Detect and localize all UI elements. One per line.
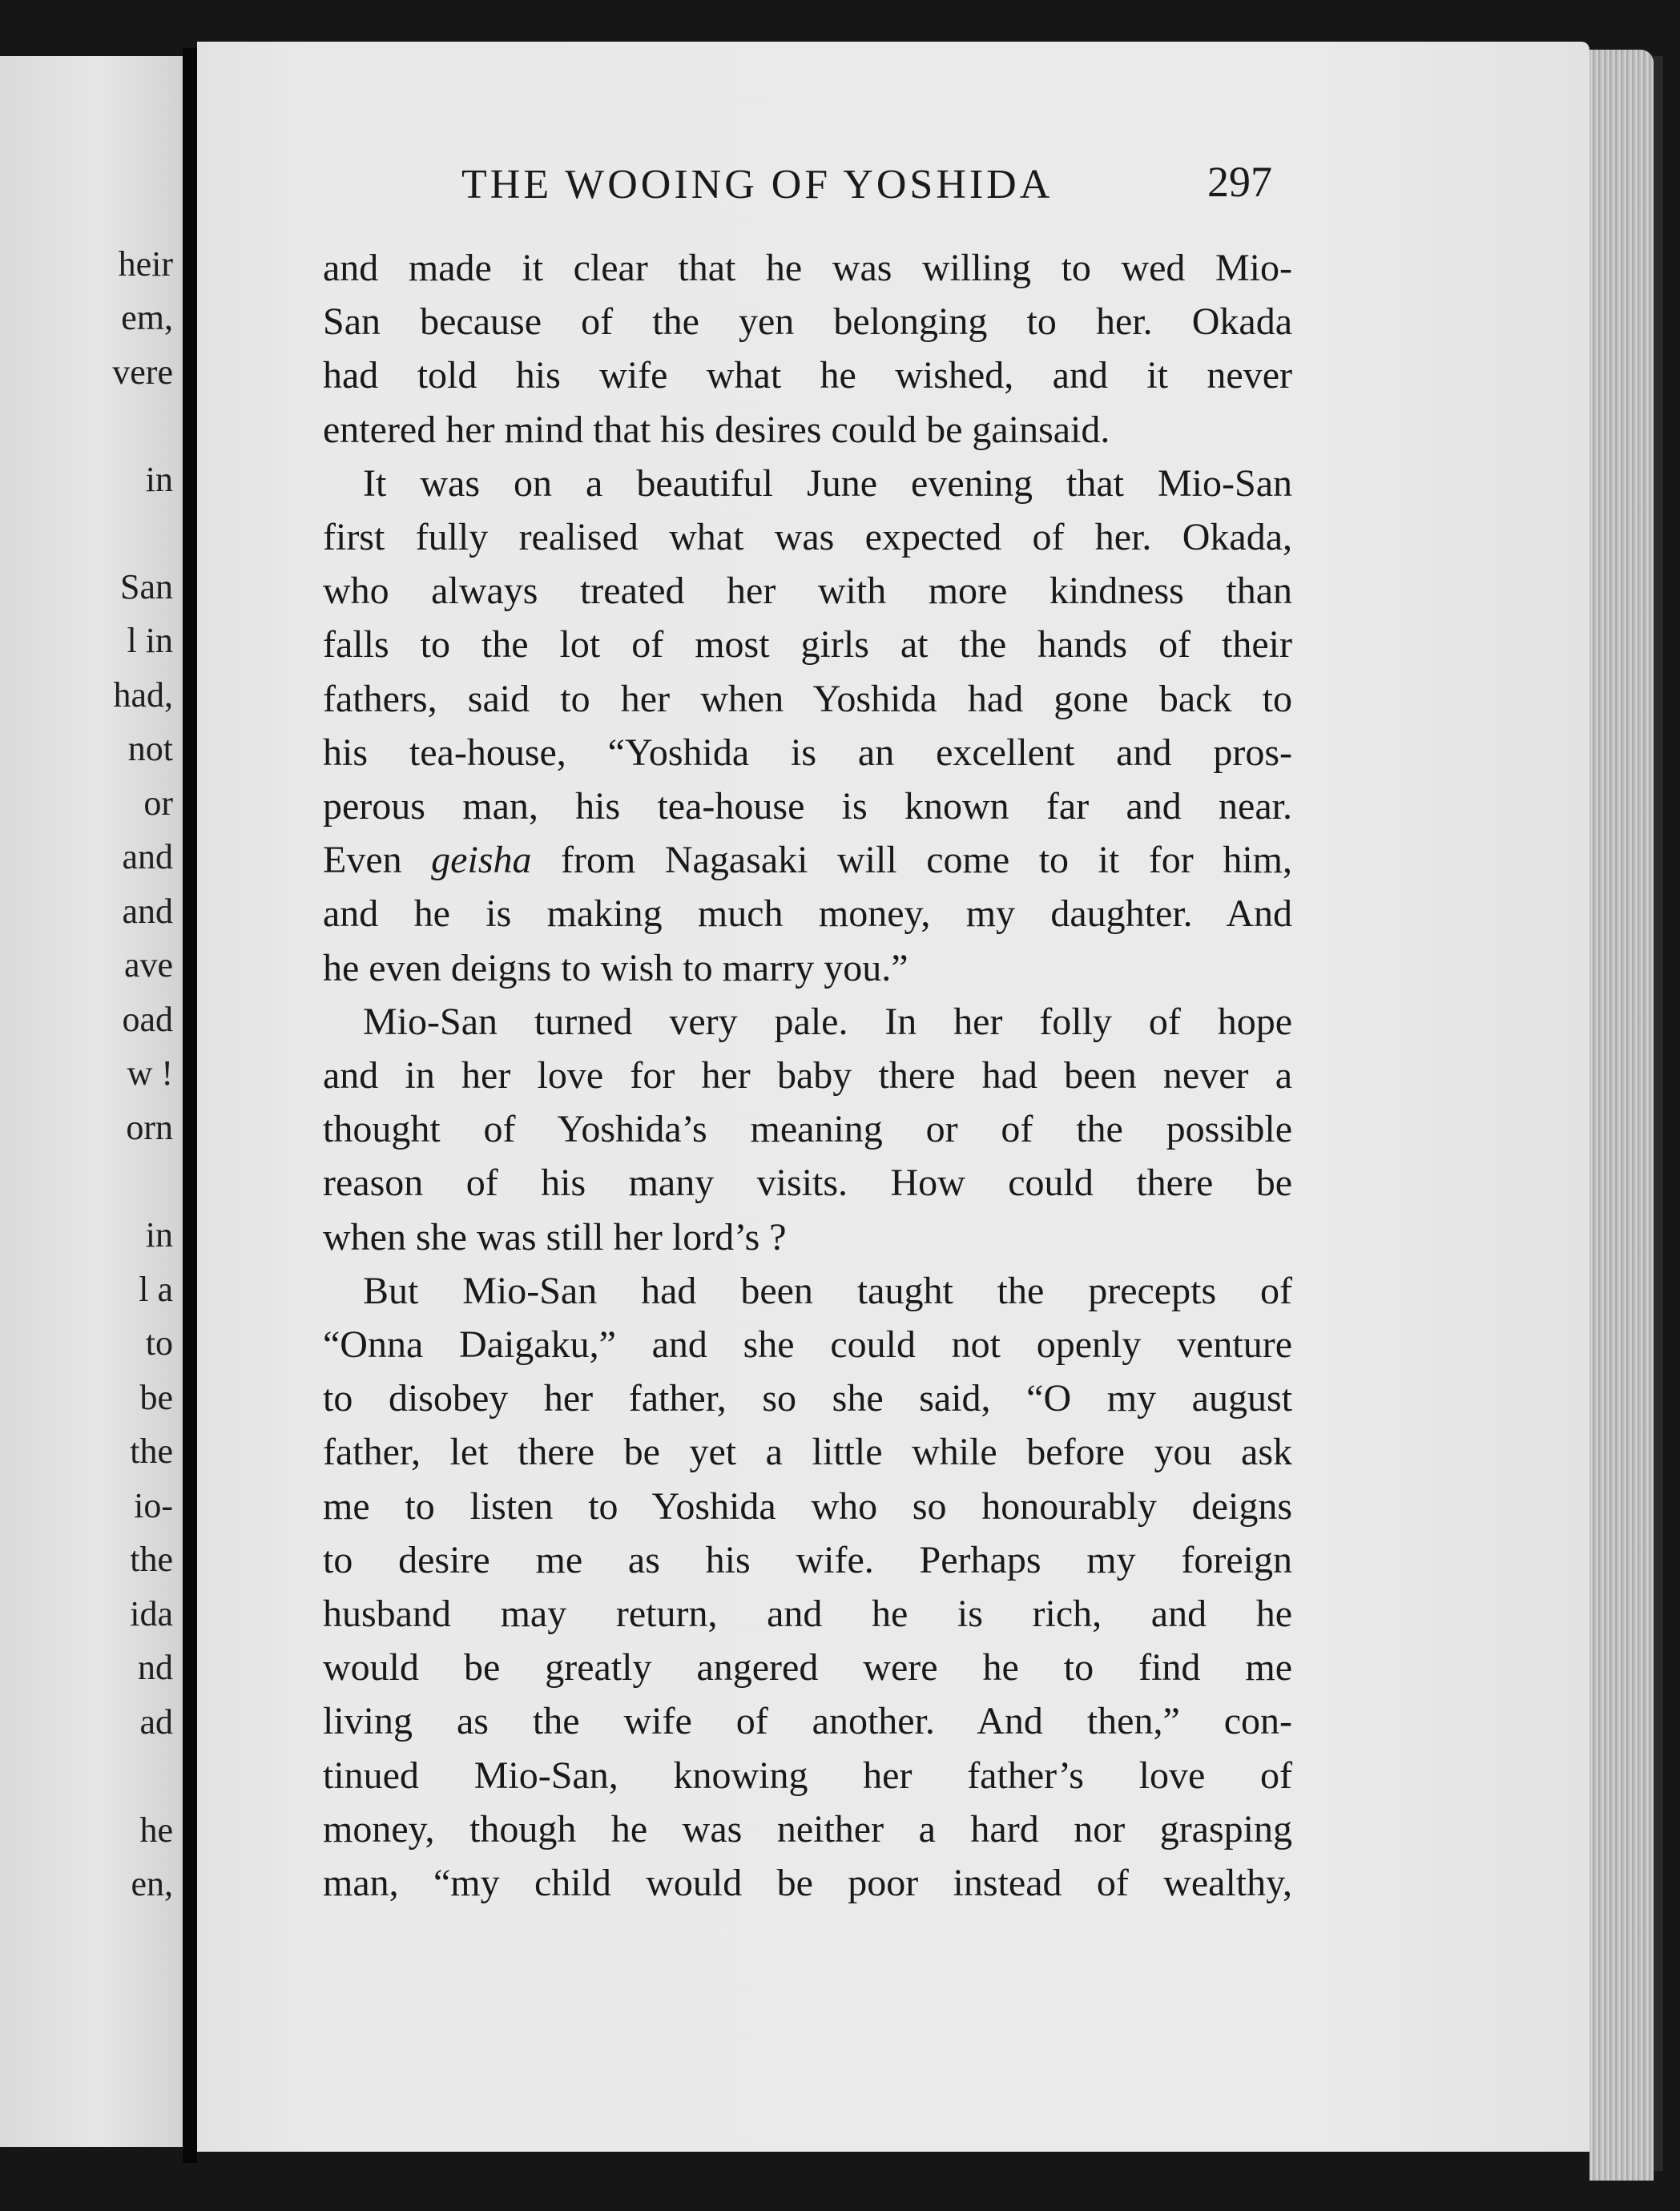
body-text-line: reason of his many visits. How could there be	[323, 1162, 1292, 1204]
italic-term: geisha	[431, 839, 532, 881]
body-text-line: first fully realised what was expected of her. Okada,	[323, 516, 1292, 558]
previous-page-fragment: San	[120, 567, 173, 606]
previous-page-fragment: ad	[139, 1702, 173, 1742]
previous-page-fragment: or	[143, 783, 173, 823]
previous-page-fragment: to	[145, 1323, 173, 1363]
body-text-line: tinued Mio-San, knowing her father’s love of	[323, 1754, 1292, 1797]
body-text-line: entered her mind that his desires could be gainsaid.	[323, 409, 1110, 451]
previous-page-fragment: vere	[112, 352, 173, 392]
body-text-line: living as the wife of another. And then,” con-	[323, 1700, 1292, 1742]
previous-page-fragment: ida	[130, 1594, 173, 1633]
previous-page-fragment: w !	[127, 1053, 173, 1093]
body-text-line: father, let there be yet a little while before you ask	[323, 1431, 1292, 1473]
body-text-line: thought of Yoshida’s meaning or of the possible	[323, 1108, 1292, 1150]
previous-page-fragment: l a	[139, 1270, 173, 1309]
page-number: 297	[1207, 158, 1272, 206]
body-text-line: when she was still her lord’s ?	[323, 1216, 787, 1259]
body-text-line: Mio-San turned very pale. In her folly of hope	[363, 1001, 1292, 1043]
previous-page-fragment: and	[122, 837, 173, 876]
previous-page-fragment: en,	[131, 1864, 173, 1903]
previous-page-fragment: be	[139, 1378, 173, 1417]
body-text-line: man, “my child would be poor instead of wealthy,	[323, 1862, 1292, 1904]
body-text-line: to disobey her father, so she said, “O my august	[323, 1377, 1292, 1420]
body-text-line: perous man, his tea-house is known far and near.	[323, 785, 1292, 828]
previous-page	[0, 56, 183, 2147]
previous-page-fragment: in	[145, 460, 173, 499]
previous-page-fragment: io-	[134, 1486, 173, 1525]
book-gutter	[183, 48, 197, 2163]
previous-page-fragment: em,	[121, 298, 173, 337]
body-text-line: his tea-house, “Yoshida is an excellent and pros-	[323, 731, 1292, 774]
body-text-line: who always treated her with more kindness than	[323, 570, 1292, 612]
body-text-line: Even geisha from Nagasaki will come to it for him,	[323, 839, 1292, 881]
previous-page-fragment: and	[122, 892, 173, 931]
previous-page-fragment: had,	[113, 675, 173, 715]
previous-page-fragment: in	[145, 1215, 173, 1255]
previous-page-fragment: he	[139, 1810, 173, 1850]
running-title: THE WOOING OF YOSHIDA	[461, 162, 1054, 207]
body-text-line: “Onna Daigaku,” and she could not openly venture	[323, 1323, 1292, 1366]
previous-page-fragment: nd	[138, 1648, 173, 1687]
previous-page-fragment: the	[130, 1432, 173, 1471]
body-text-line: husband may return, and he is rich, and he	[323, 1593, 1292, 1635]
body-text-line: he even deigns to wish to marry you.”	[323, 947, 908, 989]
body-text-line: It was on a beautiful June evening that Mio-San	[363, 462, 1292, 505]
previous-page-fragment: ave	[123, 945, 173, 985]
previous-page-fragment: orn	[126, 1108, 173, 1147]
body-text-line: and he is making much money, my daughter. And	[323, 892, 1292, 935]
body-text-line: money, though he was neither a hard nor grasping	[323, 1808, 1292, 1851]
body-text-line: had told his wife what he wished, and it never	[323, 354, 1292, 397]
previous-page-fragment: the	[130, 1540, 173, 1579]
body-text-line: to desire me as his wife. Perhaps my foreign	[323, 1539, 1292, 1581]
body-text-line: and made it clear that he was willing to wed Mio-	[323, 247, 1292, 289]
body-text-line: would be greatly angered were he to find me	[323, 1646, 1292, 1689]
previous-page-fragment: heir	[118, 244, 173, 284]
page-edges-shadow	[1654, 56, 1663, 2171]
body-text-line: and in her love for her baby there had been never a	[323, 1054, 1292, 1097]
previous-page-fragment: not	[127, 729, 173, 768]
previous-page-fragment: l in	[127, 621, 173, 660]
page-edges	[1589, 50, 1654, 2181]
body-text-line: me to listen to Yoshida who so honourably deigns	[323, 1485, 1292, 1528]
body-text-line: San because of the yen belonging to her. Okada	[323, 300, 1292, 343]
body-text-line: fathers, said to her when Yoshida had gone back to	[323, 678, 1292, 720]
body-text-line: falls to the lot of most girls at the hands of their	[323, 623, 1292, 666]
body-text-line: But Mio-San had been taught the precepts of	[363, 1270, 1292, 1312]
previous-page-fragment: oad	[122, 1000, 173, 1039]
running-head	[461, 157, 1272, 213]
